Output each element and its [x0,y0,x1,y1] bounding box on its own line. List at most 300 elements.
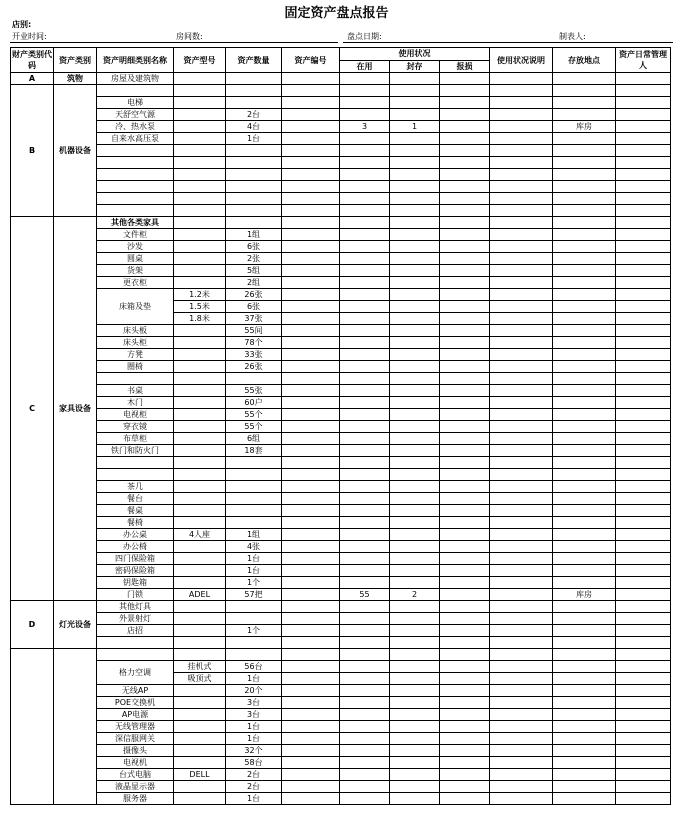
asset-model [174,613,226,625]
sealed-count [390,769,440,781]
storage-location [553,409,616,421]
table-row [11,217,671,229]
in-use-count [340,241,390,253]
asset-name: 圆桌 [97,253,174,265]
status-note [490,613,553,625]
in-use-count [340,529,390,541]
asset-name: 床箱及垫 [97,289,174,325]
status-note [490,445,553,457]
daily-manager [616,145,671,157]
table-row [11,505,671,517]
daily-manager [616,745,671,757]
table-row [11,697,671,709]
table-row [11,601,671,613]
asset-qty [226,637,282,649]
asset-name: 木门 [97,397,174,409]
storage-location [553,145,616,157]
daily-manager [616,661,671,673]
col-status-note: 使用状况说明 [490,48,553,73]
in-use-count [340,445,390,457]
storage-location [553,133,616,145]
storage-location [553,457,616,469]
asset-model [174,205,226,217]
status-note [490,421,553,433]
storage-location [553,193,616,205]
asset-name: 其他各类家具 [97,217,174,229]
store-label: 店别: [12,20,32,29]
asset-qty: 60户 [226,397,282,409]
asset-model [174,577,226,589]
asset-model: 4人座 [174,529,226,541]
status-note [490,301,553,313]
sealed-count [390,457,440,469]
status-note [490,541,553,553]
asset-model [174,493,226,505]
scrapped-count [440,697,490,709]
table-row [11,385,671,397]
in-use-count [340,325,390,337]
scrapped-count [440,169,490,181]
asset-number [282,601,340,613]
status-note [490,265,553,277]
asset-name: 餐桌 [97,505,174,517]
asset-name: 办公椅 [97,541,174,553]
sealed-count [390,325,440,337]
asset-model: ADEL [174,589,226,601]
asset-model [174,625,226,637]
asset-qty: 1台 [226,721,282,733]
asset-name: 格力空调 [97,661,174,685]
asset-number [282,517,340,529]
asset-model: 吸顶式 [174,673,226,685]
asset-qty [226,481,282,493]
asset-number [282,349,340,361]
asset-model: DELL [174,769,226,781]
asset-name: 台式电脑 [97,769,174,781]
sealed-count [390,421,440,433]
sealed-count [390,757,440,769]
sealed-count [390,313,440,325]
scrapped-count [440,565,490,577]
daily-manager [616,577,671,589]
asset-model [174,349,226,361]
asset-model [174,445,226,457]
asset-model [174,685,226,697]
in-use-count [340,289,390,301]
sealed-count [390,433,440,445]
asset-model [174,733,226,745]
daily-manager [616,457,671,469]
daily-manager [616,697,671,709]
status-note [490,769,553,781]
asset-name: 自来水高压泵 [97,133,174,145]
sealed-count [390,73,440,85]
asset-name: 餐台 [97,493,174,505]
table-row [11,85,671,97]
storage-location [553,397,616,409]
asset-model: 1.2米 [174,289,226,301]
in-use-count [340,133,390,145]
table-row [11,613,671,625]
storage-location [553,229,616,241]
status-note [490,577,553,589]
daily-manager [616,313,671,325]
asset-name: 摄像头 [97,745,174,757]
status-note [490,253,553,265]
storage-location [553,433,616,445]
sealed-count [390,361,440,373]
in-use-count [340,85,390,97]
category-name: 灯光设备 [54,601,97,649]
asset-name: POE交换机 [97,697,174,709]
daily-manager [616,169,671,181]
asset-qty: 1组 [226,229,282,241]
scrapped-count [440,493,490,505]
storage-location [553,349,616,361]
daily-manager [616,97,671,109]
asset-number [282,193,340,205]
status-note [490,133,553,145]
storage-location [553,661,616,673]
asset-qty: 55间 [226,325,282,337]
asset-name: 外景射灯 [97,613,174,625]
asset-qty: 2组 [226,277,282,289]
sealed-count [390,277,440,289]
room-count-label: 房间数: [176,32,203,41]
asset-model [174,361,226,373]
scrapped-count [440,517,490,529]
daily-manager [616,421,671,433]
in-use-count [340,313,390,325]
storage-location [553,637,616,649]
asset-name: 更衣柜 [97,277,174,289]
asset-name [97,193,174,205]
asset-name: 办公桌 [97,529,174,541]
status-note [490,601,553,613]
daily-manager [616,709,671,721]
asset-qty: 55个 [226,421,282,433]
table-row [11,241,671,253]
status-note [490,661,553,673]
table-row [11,373,671,385]
in-use-count [340,385,390,397]
asset-qty [226,613,282,625]
table-row [11,733,671,745]
storage-location [553,445,616,457]
status-note [490,793,553,805]
scrapped-count [440,601,490,613]
asset-qty: 3台 [226,709,282,721]
storage-location [553,553,616,565]
asset-name: 冷、热水泵 [97,121,174,133]
status-note [490,673,553,685]
status-note [490,721,553,733]
status-note [490,733,553,745]
in-use-count [340,613,390,625]
in-use-count [340,505,390,517]
table-row [11,721,671,733]
status-note [490,493,553,505]
sealed-count [390,793,440,805]
table-row [11,109,671,121]
asset-model [174,157,226,169]
asset-qty [226,601,282,613]
scrapped-count [440,337,490,349]
in-use-count [340,697,390,709]
in-use-count [340,637,390,649]
daily-manager [616,385,671,397]
asset-number [282,205,340,217]
daily-manager [616,157,671,169]
scrapped-count [440,637,490,649]
storage-location [553,277,616,289]
asset-model [174,721,226,733]
status-note [490,373,553,385]
asset-number [282,337,340,349]
table-row [11,709,671,721]
asset-name: 餐椅 [97,517,174,529]
in-use-count [340,253,390,265]
storage-location [553,493,616,505]
asset-qty: 1个 [226,625,282,637]
storage-location [553,721,616,733]
scrapped-count [440,181,490,193]
asset-qty: 6组 [226,433,282,445]
asset-number [282,265,340,277]
table-row [11,481,671,493]
daily-manager [616,625,671,637]
status-note [490,781,553,793]
table-row [11,445,671,457]
asset-number [282,313,340,325]
asset-number [282,121,340,133]
scrapped-count [440,433,490,445]
in-use-count [340,625,390,637]
sealed-count [390,625,440,637]
storage-location [553,421,616,433]
asset-name [97,205,174,217]
sealed-count: 1 [390,121,440,133]
daily-manager [616,361,671,373]
asset-name: 电视机 [97,757,174,769]
asset-name: 房屋及建筑物 [97,73,174,85]
asset-model [174,145,226,157]
sealed-count [390,349,440,361]
in-use-count [340,229,390,241]
asset-name: 电梯 [97,97,174,109]
asset-qty [226,373,282,385]
scrapped-count [440,589,490,601]
asset-number [282,793,340,805]
status-note [490,289,553,301]
in-use-count [340,73,390,85]
storage-location [553,265,616,277]
asset-model [174,421,226,433]
status-note [490,73,553,85]
asset-number [282,757,340,769]
asset-name: 铁门和防火门 [97,445,174,457]
status-note [490,397,553,409]
scrapped-count [440,613,490,625]
storage-location [553,769,616,781]
asset-number [282,373,340,385]
sealed-count [390,745,440,757]
in-use-count [340,673,390,685]
status-note [490,589,553,601]
asset-name: 门锁 [97,589,174,601]
storage-location [553,541,616,553]
in-use-count: 3 [340,121,390,133]
storage-location [553,157,616,169]
asset-qty [226,169,282,181]
asset-name: 穿衣镜 [97,421,174,433]
daily-manager [616,325,671,337]
storage-location [553,325,616,337]
in-use-count [340,397,390,409]
scrapped-count [440,301,490,313]
sealed-count [390,649,440,661]
scrapped-count [440,445,490,457]
sealed-count [390,289,440,301]
storage-location [553,253,616,265]
table-row [11,289,671,301]
asset-qty: 1个 [226,577,282,589]
daily-manager [616,589,671,601]
sealed-count [390,601,440,613]
table-row [11,781,671,793]
daily-manager [616,505,671,517]
asset-number [282,781,340,793]
status-note [490,757,553,769]
asset-model [174,397,226,409]
asset-number [282,157,340,169]
asset-name: 床头柜 [97,337,174,349]
asset-number [282,613,340,625]
sealed-count [390,721,440,733]
col-manager: 资产日常管理人 [616,48,671,73]
daily-manager [616,469,671,481]
table-row [11,157,671,169]
sealed-count [390,193,440,205]
asset-qty: 2台 [226,781,282,793]
inventory-date-label: 盘点日期: [347,32,382,41]
status-note [490,277,553,289]
asset-model [174,169,226,181]
asset-qty: 1台 [226,133,282,145]
scrapped-count [440,217,490,229]
asset-qty: 4张 [226,541,282,553]
daily-manager [616,637,671,649]
storage-location [553,73,616,85]
in-use-count [340,745,390,757]
category-code: B [11,85,54,217]
table-row [11,421,671,433]
asset-name: 茶几 [97,481,174,493]
in-use-count [340,709,390,721]
in-use-count [340,481,390,493]
table-row [11,229,671,241]
in-use-count [340,109,390,121]
scrapped-count [440,421,490,433]
sealed-count [390,229,440,241]
col-number: 资产编号 [282,48,340,73]
asset-number [282,493,340,505]
daily-manager [616,205,671,217]
scrapped-count [440,145,490,157]
scrapped-count [440,769,490,781]
sealed-count [390,145,440,157]
asset-model [174,217,226,229]
in-use-count [340,685,390,697]
asset-qty: 1台 [226,565,282,577]
scrapped-count [440,277,490,289]
storage-location [553,361,616,373]
asset-model [174,757,226,769]
status-note [490,313,553,325]
asset-number [282,541,340,553]
storage-location [553,217,616,229]
table-row [11,649,671,661]
asset-qty: 26张 [226,361,282,373]
category-name: 家具设备 [54,217,97,601]
status-note [490,697,553,709]
sealed-count [390,397,440,409]
in-use-count [340,337,390,349]
scrapped-count [440,385,490,397]
storage-location [553,301,616,313]
storage-location [553,709,616,721]
asset-number [282,745,340,757]
scrapped-count [440,649,490,661]
asset-number [282,769,340,781]
storage-location [553,733,616,745]
scrapped-count [440,397,490,409]
daily-manager [616,253,671,265]
asset-name: 液晶显示器 [97,781,174,793]
scrapped-count [440,97,490,109]
scrapped-count [440,193,490,205]
category-code: C [11,217,54,601]
category-name: 机器设备 [54,85,97,217]
asset-qty: 4台 [226,121,282,133]
in-use-count [340,757,390,769]
table-row [11,205,671,217]
asset-name: 电视柜 [97,409,174,421]
asset-number [282,301,340,313]
table-row [11,97,671,109]
scrapped-count [440,733,490,745]
asset-name [97,169,174,181]
storage-location [553,697,616,709]
asset-model [174,73,226,85]
category-code [11,649,54,805]
asset-model [174,469,226,481]
asset-qty [226,97,282,109]
table-row [11,529,671,541]
in-use-count [340,349,390,361]
scrapped-count [440,541,490,553]
sealed-count [390,97,440,109]
sealed-count [390,133,440,145]
asset-name [97,457,174,469]
col-detail: 资产明细类别名称 [97,48,174,73]
header-underline [343,42,673,43]
scrapped-count [440,349,490,361]
asset-qty: 1台 [226,673,282,685]
asset-model [174,481,226,493]
status-note [490,205,553,217]
sealed-count [390,673,440,685]
